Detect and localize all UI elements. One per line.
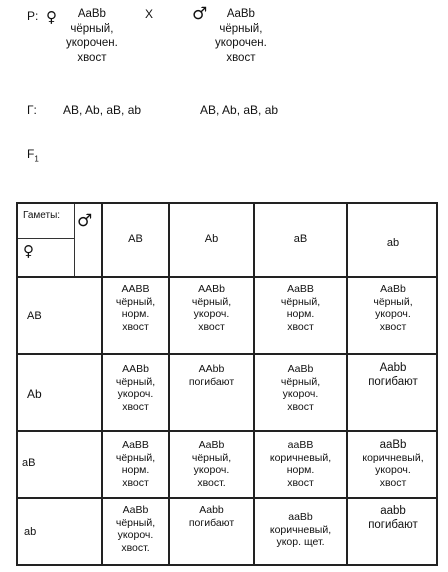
cell-genotype: aabb <box>380 505 406 517</box>
male-parent-line1: чёрный, <box>219 22 263 35</box>
female-icon: ♀ <box>46 8 57 26</box>
cell-line1: погибают <box>188 375 235 388</box>
cell-line3: хвост. <box>121 541 150 554</box>
cell-line1: чёрный, <box>115 375 156 388</box>
cell-r1-c4 <box>348 283 438 333</box>
cross-sign: X <box>145 7 154 21</box>
female-parent-line2: укорочен. <box>66 37 118 49</box>
cell-genotype: Aabb <box>379 362 407 374</box>
parents-label: P: <box>27 9 39 23</box>
male-icon: ♂ <box>192 4 208 24</box>
cell-line3: хвост <box>287 400 314 413</box>
cell-genotype: AaBb <box>380 283 406 295</box>
cell-genotype: AaBb <box>122 504 149 516</box>
cell-line3: хвост <box>122 400 149 413</box>
cell-line3: хвост. <box>197 476 226 489</box>
cell-genotype: AABb <box>122 363 149 375</box>
corner-split-vertical <box>74 204 75 276</box>
cell-r2-c2 <box>170 363 253 388</box>
f1-label <box>27 147 39 163</box>
gametes-corner-label: Гаметы: <box>23 210 61 221</box>
cell-r3-c2 <box>170 439 253 489</box>
male-parent-line3: хвост <box>226 51 256 64</box>
col-header-ab: ab <box>386 237 400 249</box>
corner-split-horizontal <box>18 238 74 239</box>
cell-line2: норм. <box>121 464 150 476</box>
row-header-aB: aB <box>22 457 36 469</box>
cell-line1: чёрный, <box>373 295 413 308</box>
cell-line1: чёрный, <box>115 295 156 308</box>
cell-line1: чёрный, <box>115 451 156 464</box>
cell-genotype: aaBB <box>287 439 314 451</box>
cell-line2: укороч. <box>193 308 230 320</box>
cell-line2: укор. щет. <box>276 536 325 548</box>
cell-genotype: AABb <box>198 283 225 295</box>
cell-r4-c2 <box>170 504 253 529</box>
f1-subscript: 1 <box>34 154 39 164</box>
cell-line1: чёрный, <box>191 451 232 464</box>
col-header-AB: AB <box>128 233 143 245</box>
cell-line1: коричневый, <box>362 451 424 464</box>
cell-line1: коричневый, <box>269 523 332 536</box>
cell-genotype: AaBb <box>287 363 314 375</box>
grid-hline-3 <box>16 430 438 432</box>
cell-line2: норм. <box>286 464 315 476</box>
cell-r2-c3 <box>255 363 346 413</box>
cell-line2: укороч. <box>193 464 230 476</box>
cell-line1: погибают <box>368 376 418 388</box>
cell-r3-c4 <box>348 439 438 489</box>
cell-r1-c2 <box>170 283 253 333</box>
cell-line3: хвост <box>122 476 149 489</box>
grid-hline-4 <box>16 497 438 499</box>
male-parent <box>215 7 267 65</box>
cell-genotype: aaBb <box>288 511 313 523</box>
male-parent-genotype: AaBb <box>226 8 255 20</box>
cell-r4-c3 <box>255 511 346 549</box>
col-header-aB: aB <box>293 233 308 245</box>
cell-line2: укороч. <box>117 529 154 541</box>
cell-line3: хвост <box>379 476 407 489</box>
cell-r3-c1 <box>103 439 168 489</box>
female-parent <box>66 7 118 65</box>
cell-line2: норм. <box>121 308 150 320</box>
cell-line1: чёрный, <box>280 295 321 308</box>
cell-r2-c4 <box>348 361 438 389</box>
male-gametes: AB, Ab, aB, ab <box>200 103 279 117</box>
cell-line3: хвост <box>379 320 407 333</box>
cell-line3: хвост <box>287 320 314 333</box>
cell-r4-c1 <box>103 504 168 554</box>
female-parent-genotype: AaBb <box>77 8 106 20</box>
gametes-label: Г: <box>27 103 37 117</box>
cell-line2: укороч. <box>117 388 154 400</box>
f1-letter: F <box>27 147 35 161</box>
row-header-Ab: Ab <box>27 387 42 401</box>
female-parent-line1: чёрный, <box>70 22 114 35</box>
cell-line3: хвост <box>122 320 149 333</box>
cell-genotype: AABB <box>121 283 150 295</box>
cell-line1: чёрный, <box>115 516 156 529</box>
cell-line3: хвост <box>287 476 314 489</box>
cell-genotype: AAbb <box>198 363 225 375</box>
cell-line1: чёрный, <box>280 375 321 388</box>
col-header-Ab: Ab <box>204 233 219 245</box>
male-parent-line2: укорочен. <box>215 37 267 49</box>
cell-line2: укороч. <box>375 308 411 320</box>
row-header-AB: AB <box>27 310 42 322</box>
female-parent-line3: хвост <box>77 51 107 64</box>
cell-genotype: Aabb <box>199 504 224 516</box>
cell-genotype: AaBb <box>198 439 225 451</box>
punnett-table <box>16 202 438 566</box>
row-header-ab: ab <box>24 526 37 538</box>
corner-male-icon: ♂ <box>77 211 93 231</box>
corner-female-icon: ♀ <box>23 242 34 260</box>
female-gametes: AB, Ab, aB, ab <box>63 103 142 117</box>
cell-line2: укороч. <box>375 464 411 476</box>
cell-r3-c3 <box>255 439 346 489</box>
cell-line1: коричневый, <box>269 451 332 464</box>
cell-genotype: aaBb <box>379 439 407 451</box>
cell-r1-c1 <box>103 283 168 333</box>
cell-line2: укороч. <box>282 388 319 400</box>
cell-line1: погибают <box>368 519 418 531</box>
cell-genotype: AaBB <box>122 439 149 451</box>
cell-r4-c4 <box>348 504 438 532</box>
cell-r2-c1 <box>103 363 168 413</box>
cell-line1: чёрный, <box>191 295 232 308</box>
cell-line3: хвост <box>198 320 225 333</box>
cell-r1-c3 <box>255 283 346 333</box>
cell-genotype: AaBB <box>287 283 314 295</box>
grid-hline-2 <box>16 353 438 355</box>
cell-line1: погибают <box>188 516 235 529</box>
grid-hline-1 <box>16 276 438 278</box>
cell-line2: норм. <box>286 308 315 320</box>
